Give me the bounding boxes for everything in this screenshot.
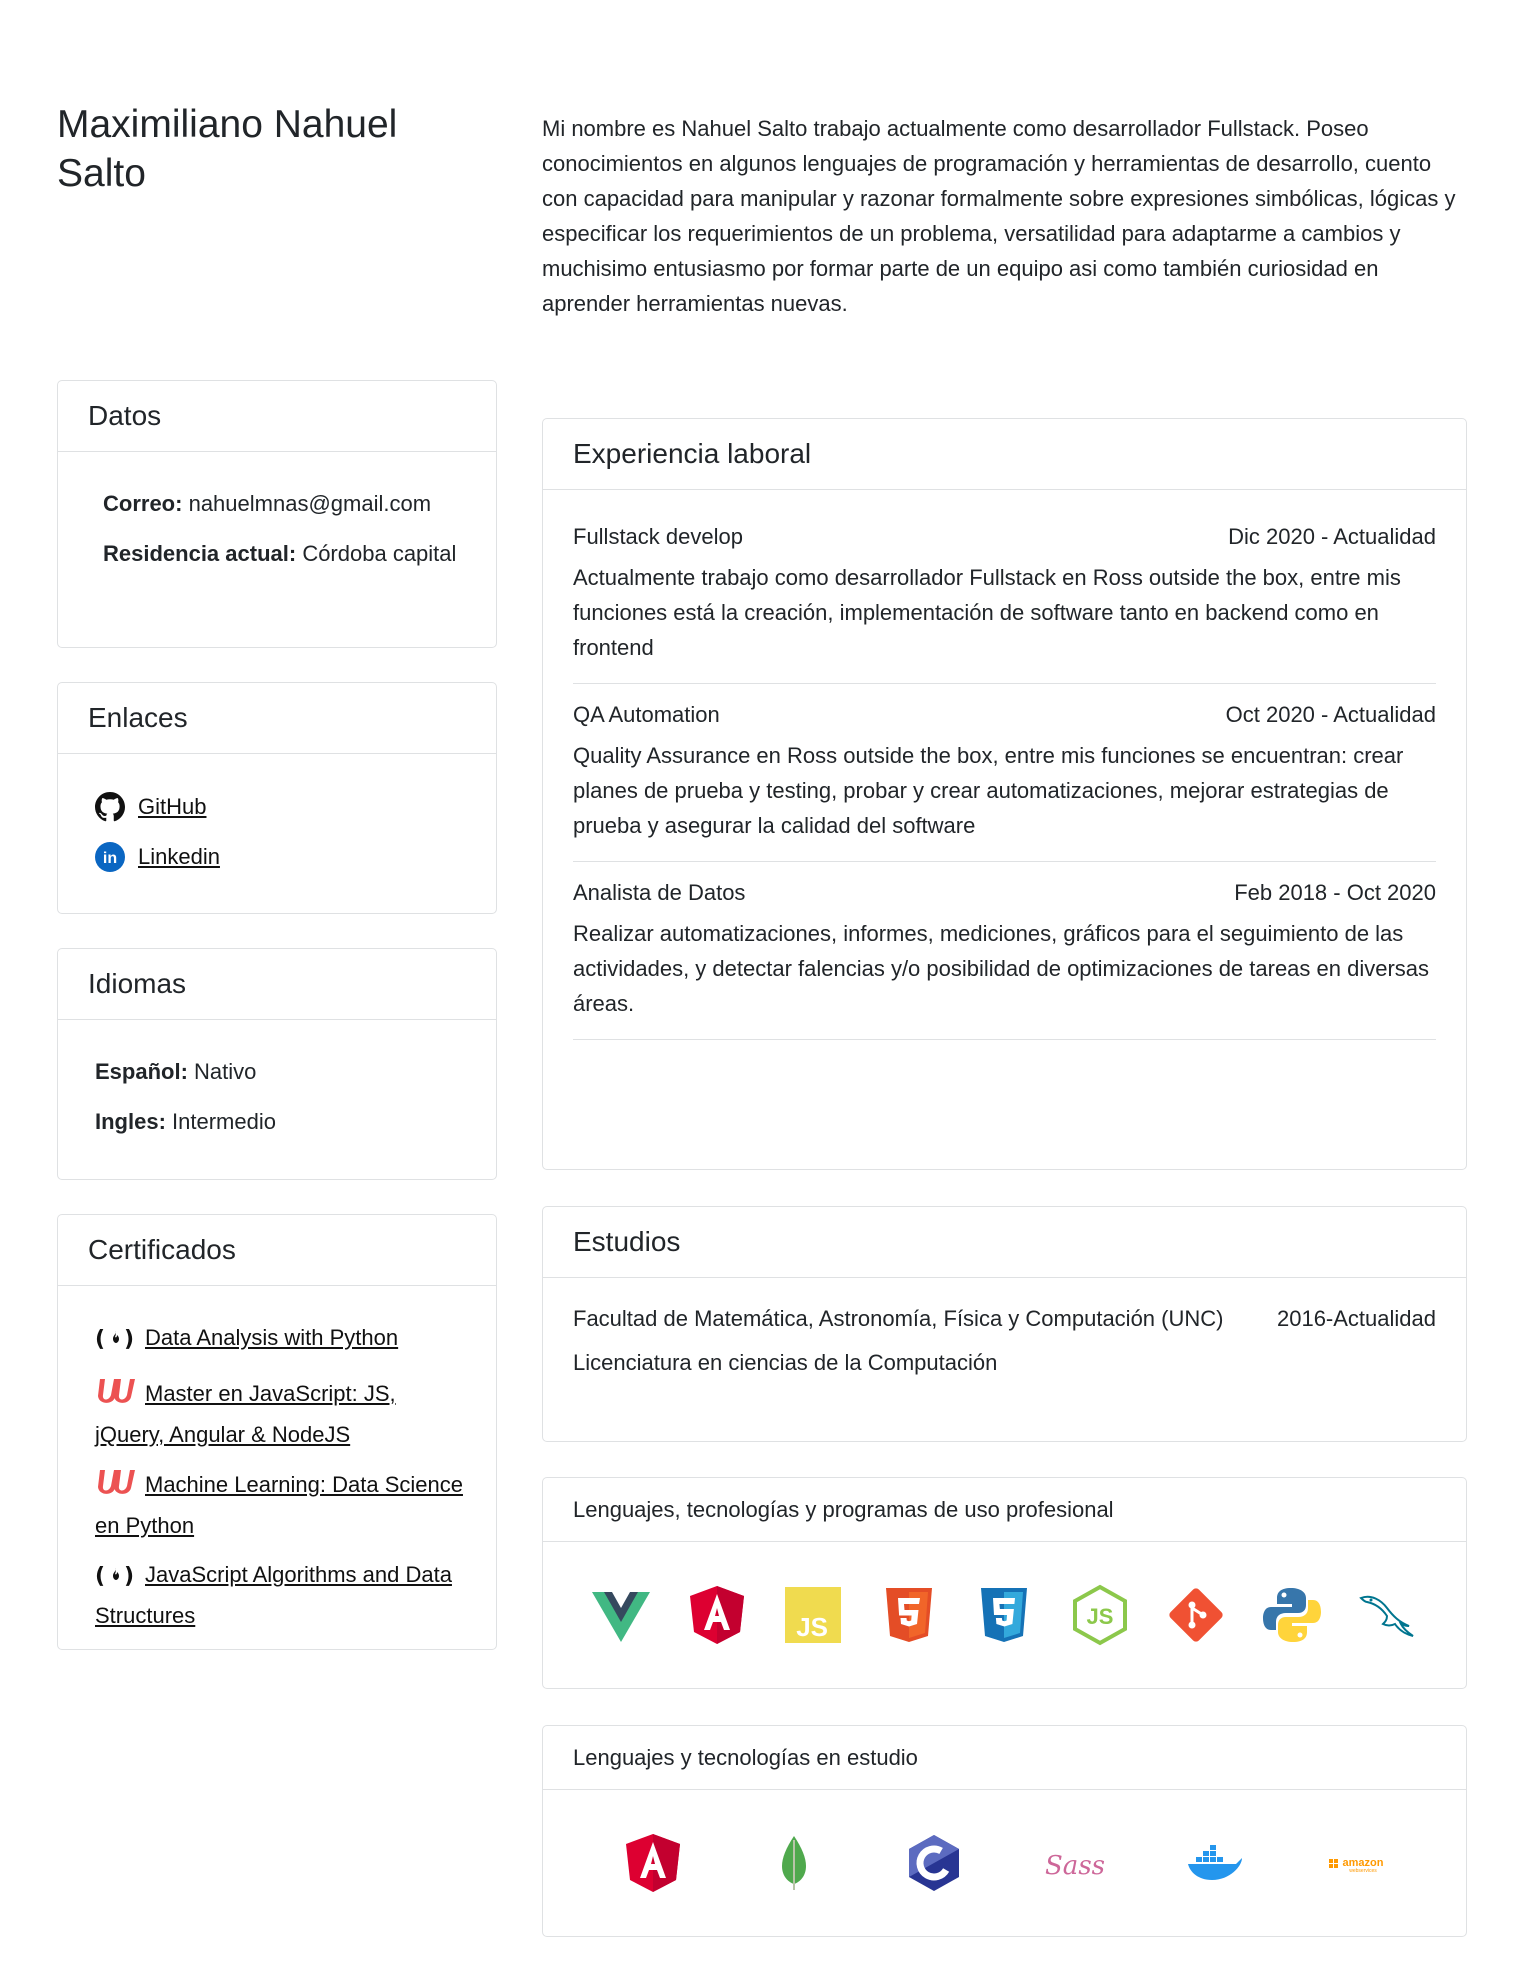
job-item [573, 684, 1436, 862]
vue-icon [590, 1584, 652, 1646]
estudios-title: Estudios [573, 1226, 681, 1257]
git-icon [1165, 1584, 1227, 1646]
certificate-link[interactable]: Master en JavaScript: JS, jQuery, Angular & NodeJS [95, 1381, 396, 1447]
study-icons-row [543, 1790, 1466, 1936]
job-date: Feb 2018 - Oct 2020 [1234, 880, 1436, 905]
svg-text:): ) [124, 1327, 135, 1351]
svg-text:JS: JS [795, 1612, 828, 1642]
tecnologias-header [543, 1478, 1466, 1542]
page-title: Maximiliano Nahuel Salto [57, 103, 398, 195]
javascript-icon [782, 1584, 844, 1646]
css3-icon [973, 1584, 1035, 1646]
job-date: Dic 2020 - Actualidad [1228, 524, 1436, 549]
estudio-title: Lenguajes y tecnologías en estudio [573, 1744, 918, 1770]
job-title: Analista de Datos [573, 880, 746, 905]
github-link-row[interactable] [95, 782, 466, 832]
experiencia-title: Experiencia laboral [573, 438, 812, 469]
svg-text:(: ( [95, 1327, 106, 1351]
svg-text:(: ( [95, 1564, 106, 1588]
job-title: Fullstack develop [573, 524, 743, 549]
idiomas-card [57, 948, 497, 1180]
language-row [95, 1104, 466, 1139]
svg-text:): ) [124, 1564, 135, 1588]
email-row [95, 486, 466, 521]
svg-text:JS: JS [1086, 1604, 1114, 1629]
email-label: Correo: [103, 491, 183, 516]
tech-icons-row [543, 1542, 1466, 1688]
idiomas-title: Idiomas [88, 968, 187, 999]
job-date: Oct 2020 - Actualidad [1225, 702, 1436, 727]
email-value: nahuelmnas@gmail.com [188, 491, 432, 516]
datos-card [57, 380, 497, 648]
experiencia-header [543, 419, 1466, 490]
aws-icon [1325, 1832, 1387, 1894]
job-description: Quality Assurance en Ross outside the box, entre mis funciones se encuentran: crear planes de prueba y testing, probar y crear automatizaciones, mejorar estrategias de prueba y asegurar la calidad del software [573, 743, 1404, 838]
linkedin-icon [95, 842, 125, 872]
job-description: Actualmente trabajo como desarrollador Fullstack en Ross outside the box, entre mis funciones está la creación, implementación de software tanto en backend como en frontend [573, 565, 1401, 660]
language-level: Intermedio [172, 1109, 276, 1134]
job-item [573, 862, 1436, 1040]
idiomas-header [58, 949, 496, 1020]
certificate-link[interactable]: Machine Learning: Data Science en Python [95, 1472, 463, 1538]
svg-text:webservices: webservices [1348, 1868, 1377, 1874]
estudios-header [543, 1207, 1466, 1278]
docker-icon [1184, 1832, 1246, 1894]
certificate-item[interactable] [95, 1320, 466, 1361]
svg-text:Sass: Sass [1044, 1851, 1105, 1881]
udemy-icon [95, 1375, 135, 1417]
linkedin-link-row[interactable] [95, 832, 466, 882]
estudio-card [542, 1725, 1467, 1937]
python-icon [1261, 1584, 1323, 1646]
job-item [573, 524, 1436, 684]
nodejs-icon [1069, 1584, 1131, 1646]
c-icon [903, 1832, 965, 1894]
study-institution: Facultad de Matemática, Astronomía, Física y Computación (UNC) [573, 1306, 1224, 1331]
certificados-header [58, 1215, 496, 1286]
svg-text:amazon: amazon [1342, 1857, 1384, 1869]
enlaces-card [57, 682, 497, 914]
angular-icon [686, 1584, 748, 1646]
certificate-link[interactable]: JavaScript Algorithms and Data Structures [95, 1562, 452, 1628]
language-row [95, 1054, 466, 1089]
residence-row [95, 536, 466, 571]
html5-icon [878, 1584, 940, 1646]
certificados-title: Certificados [88, 1234, 236, 1265]
enlaces-header [58, 683, 496, 754]
sass-icon [1044, 1832, 1106, 1894]
tecnologias-title: Lenguajes, tecnologías y programas de uso profesional [573, 1496, 1114, 1522]
datos-title: Datos [88, 400, 162, 431]
certificate-item[interactable] [95, 1466, 466, 1543]
certificate-item[interactable] [95, 1557, 466, 1633]
study-date: 2016-Actualidad [1276, 1306, 1436, 1331]
mongodb-icon [763, 1832, 825, 1894]
job-title: QA Automation [573, 702, 720, 727]
estudio-header [543, 1726, 1466, 1790]
mysql-icon [1357, 1584, 1419, 1646]
certificate-item[interactable] [95, 1375, 466, 1452]
linkedin-link[interactable]: Linkedin [138, 844, 220, 869]
datos-header [58, 381, 496, 452]
freecodecamp-icon [95, 1562, 135, 1598]
svg-text:in: in [102, 850, 118, 867]
language-level: Nativo [194, 1059, 257, 1084]
intro-paragraph: Mi nombre es Nahuel Salto trabajo actualmente como desarrollador Fullstack. Poseo conocimientos en algunos lenguajes de programación y herramientas de desarrollo, cuento con capacidad para manipular y razonar formalmente sobre expresiones simbólicas, lógicas y especificar los requerimientos de un problema, versatilidad para adaptarme a cambios y muchisimo entusiasmo por formar parte de un equipo asi como también curiosidad en aprender herramientas nuevas. [542, 116, 1456, 316]
experiencia-card [542, 418, 1467, 1170]
enlaces-title: Enlaces [88, 702, 188, 733]
residence-value: Córdoba capital [302, 541, 457, 566]
certificados-card [57, 1214, 497, 1650]
job-description: Realizar automatizaciones, informes, mediciones, gráficos para el seguimiento de las actividades, y detectar falencias y/o posibilidad de optimizaciones de tareas en diversas áreas. [573, 921, 1430, 1016]
udemy-icon [95, 1466, 135, 1508]
study-degree: Licenciatura en ciencias de la Computación [573, 1350, 998, 1375]
angular-icon [622, 1832, 684, 1894]
github-icon [95, 792, 125, 822]
residence-label: Residencia actual: [103, 541, 297, 566]
freecodecamp-icon [95, 1325, 135, 1361]
language-label: Ingles: [95, 1109, 166, 1134]
certificate-link[interactable]: Data Analysis with Python [145, 1325, 399, 1350]
estudios-card [542, 1206, 1467, 1442]
github-link[interactable]: GitHub [138, 794, 207, 819]
language-label: Español: [95, 1059, 188, 1084]
tecnologias-card [542, 1477, 1467, 1689]
